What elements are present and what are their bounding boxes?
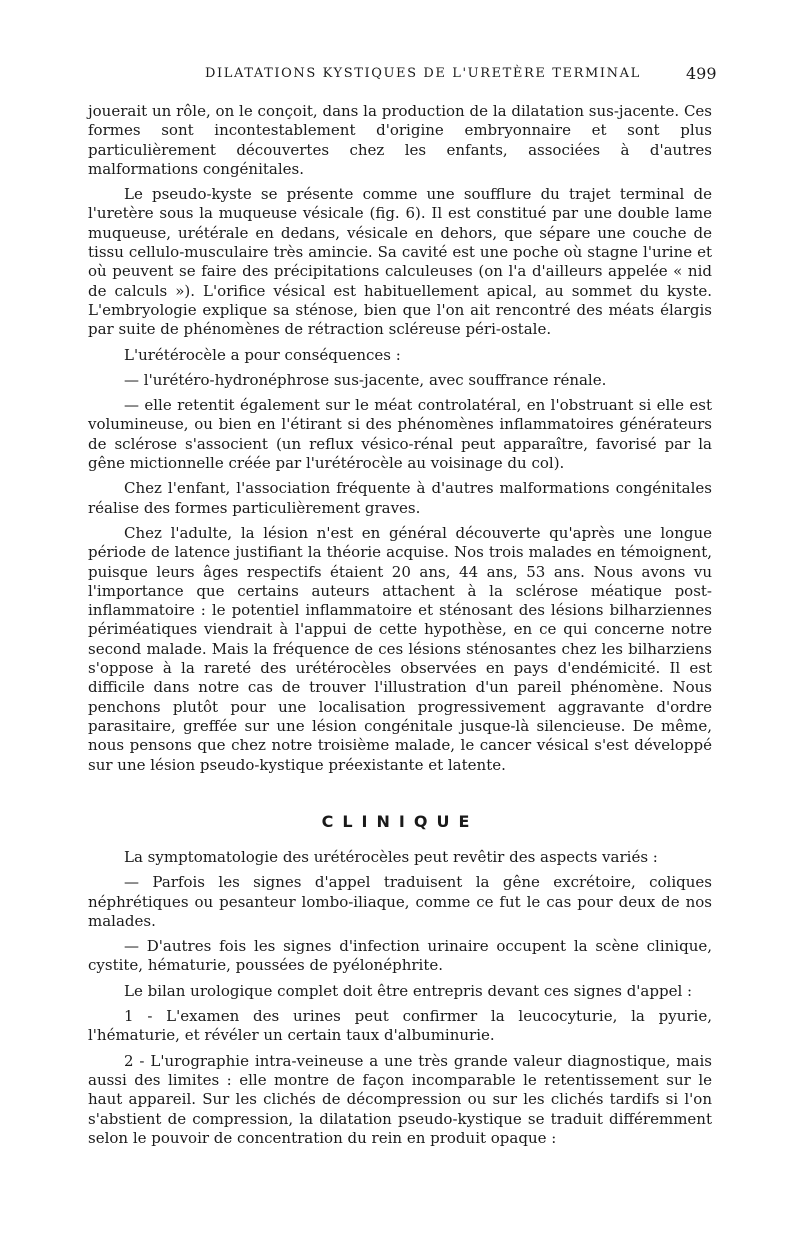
body-text-top (88, 102, 712, 781)
paragraph: Chez l'adulte, la lésion n'est en général découverte qu'après une longue période de latence justifiant la théorie acquise. Nos trois malades en témoignent, puisque leurs âges respectifs étaient 20 ans, 44 ans, 53 ans. Nous avons vu l'importance que certains auteurs attachent à la sclérose méatique post-inflammatoire : le potentiel inflammatoire et sténosant des lésions bilharziennes périméatiques viendrait à l'appui de cette hypothèse, en ce qui concerne notre second malade. Mais la fréquence de ces lésions sténosantes chez les bilharziens s'oppose à la rareté des urétérocèles observées en pays d'endémicité. Il est difficile dans notre cas de trouver l'illustration d'un pareil phénomène. Nous penchons plutôt pour une localisation progressivement aggravante d'ordre parasitaire, greffée sur une lésion congénitale jusque-là silencieuse. De même, nous pensons que chez notre troisième malade, le cancer vésical s'est développé sur une lésion pseudo-kystique préexistante et latente. (88, 523, 712, 774)
paragraph: La symptomatologie des urétérocèles peut revêtir des aspects variés : (124, 848, 658, 866)
page-number: 499 (686, 64, 717, 83)
paragraph: 1 - L'examen des urines peut confirmer la leucocyturie, la pyurie, l'hématurie, et révéler un certain taux d'albuminurie. (88, 1007, 712, 1045)
paragraph: — elle retentit également sur le méat controlatéral, en l'obstruant si elle est volumineuse, ou bien en l'étirant si des phénomènes inflammatoires générateurs de sclérose s'associent (un reflux vésico-rénal peut apparaître, favorisé par la gêne mictionnelle créée par l'urétérocèle au voisinage du col). (88, 396, 712, 473)
paragraph: — D'autres fois les signes d'infection urinaire occupent la scène clinique, cystite, hématurie, poussées de pyélonéphrite. (88, 937, 712, 975)
paragraph: — l'urétéro-hydronéphrose sus-jacente, avec souffrance rénale. (124, 370, 607, 389)
paragraph: Le bilan urologique complet doit être entrepris devant ces signes d'appel : (124, 981, 693, 1000)
paragraph: Chez l'enfant, l'association fréquente à d'autres malformations congénitales réalise des formes particulièrement graves. (88, 479, 712, 517)
page-header (0, 64, 800, 88)
body-text-bottom (88, 848, 712, 1154)
paragraph: — Parfois les signes d'appel traduisent la gêne excrétoire, coliques néphrétiques ou pesanteur lombo-iliaque, comme ce fut le cas pour deux de nos malades. (88, 873, 712, 930)
paragraph: Le pseudo-kyste se présente comme une soufflure du trajet terminal de l'uretère sous la muqueuse vésicale (fig. 6). Il est constitué par une double lame muqueuse, urétérale en dedans, vésicale en dehors, que sépare une couche de tissu cellulo-musculaire très amincie. Sa cavité est une poche où stagne l'urine et où peuvent se faire des précipitations calculeuses (on l'a d'ailleurs appelée « nid de calculs »). L'orifice vésical est habituellement apical, au sommet du kyste. L'embryologie explique sa sténose, bien que l'on ait rencontré des méats élargis par suite de phénomènes de rétraction scléreuse péri-ostale. (88, 185, 712, 339)
paragraph: jouerait un rôle, on le conçoit, dans la production de la dilatation sus-jacente. Ces formes sont incontestablement d'origine embryonnaire et sont plus particulièrement découvertes chez les enfants, associées à d'autres malformations congénitales. (88, 102, 712, 178)
section-heading: CLINIQUE (321, 812, 479, 831)
paragraph: 2 - L'urographie intra-veineuse a une très grande valeur diagnostique, mais aussi des limites : elle montre de façon incomparable le retentissement sur le haut appareil. Sur les clichés de décompression ou sur les clichés tardifs si l'on s'abstient de compression, la dilatation pseudo-kystique se traduit différemment selon le pouvoir de concentration du rein en produit opaque : (88, 1051, 712, 1147)
paragraph: L'urétérocèle a pour conséquences : (124, 345, 401, 364)
running-title: DILATATIONS KYSTIQUES DE L'URETÈRE TERMINAL (205, 66, 641, 81)
